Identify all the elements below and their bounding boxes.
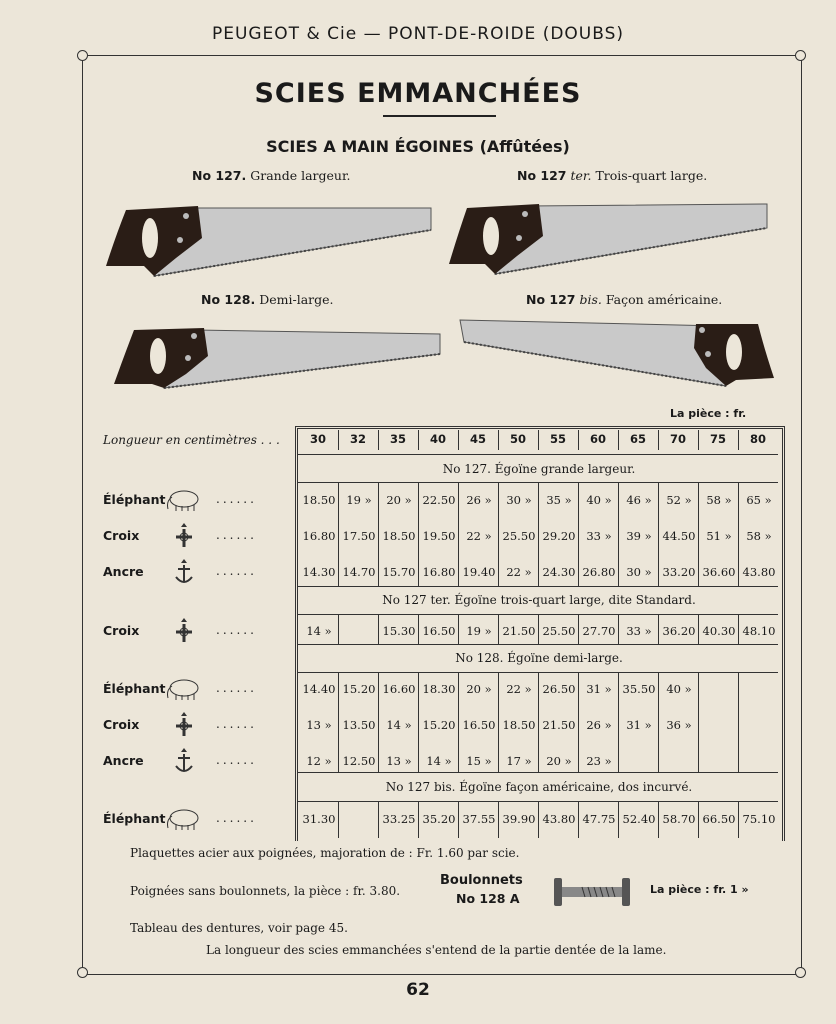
price-cell: 15.20 — [342, 682, 376, 696]
price-cell: 25.50 — [542, 624, 576, 638]
price-cell: 39.90 — [502, 812, 536, 826]
saw-127-ter-image — [449, 200, 769, 278]
price-cell: 35.50 — [622, 682, 656, 696]
price-cell: 58 » — [706, 493, 732, 507]
price-cell: 19 » — [466, 624, 492, 638]
price-cell: 18.50 — [382, 529, 416, 543]
price-cell: 33 » — [626, 624, 652, 638]
length-header: 50 — [509, 432, 526, 446]
length-header: 60 — [589, 432, 606, 446]
poignees-note: Poignées sans boulonnets, la pièce : fr. 3.80. — [130, 884, 401, 898]
price-cell: 30 » — [626, 565, 652, 579]
dentures-note: Tableau des dentures, voir page 45. — [130, 921, 348, 935]
frame-corner — [77, 967, 88, 978]
length-header: 55 — [549, 432, 566, 446]
price-cell: 30 » — [506, 493, 532, 507]
price-cell: 24.30 — [542, 565, 576, 579]
price-cell: 15.20 — [422, 718, 456, 732]
price-cell: 26.50 — [542, 682, 576, 696]
column-separator — [738, 430, 739, 450]
length-header: 65 — [629, 432, 646, 446]
price-cell: 51 » — [706, 529, 732, 543]
length-header: 35 — [389, 432, 406, 446]
frame-corner — [77, 50, 88, 61]
column-separator — [618, 430, 619, 450]
price-cell: 65 » — [746, 493, 772, 507]
length-header: 70 — [669, 432, 686, 446]
boulonnets-price: La pièce : fr. 1 » — [650, 883, 749, 896]
price-unit-note: La pièce : fr. — [670, 407, 747, 420]
price-cell: 17 » — [506, 754, 532, 768]
price-cell: 40 » — [666, 682, 692, 696]
price-cell: 58.70 — [662, 812, 696, 826]
price-cell: 40.30 — [702, 624, 736, 638]
price-cell: 21.50 — [542, 718, 576, 732]
table-rule — [298, 772, 778, 773]
price-cell: 36.20 — [662, 624, 696, 638]
price-cell: 75.10 — [742, 812, 776, 826]
price-cell: 43.80 — [542, 812, 576, 826]
table-rule — [298, 454, 778, 455]
brand-label: Éléphant — [103, 492, 166, 507]
price-cell: 17.50 — [342, 529, 376, 543]
price-cell: 18.50 — [302, 493, 336, 507]
price-cell: 20 » — [466, 682, 492, 696]
leader-dots: ...... — [216, 717, 257, 731]
section-title-128: No 128. Égoïne demi-large. — [455, 651, 623, 665]
saw-label-128: No 128. Demi-large. — [201, 292, 334, 307]
leader-dots: ...... — [216, 753, 257, 767]
column-separator — [418, 430, 419, 450]
price-cell: 14 » — [386, 718, 412, 732]
price-cell: 44.50 — [662, 529, 696, 543]
saw-label-127-ter: No 127 ter. Trois-quart large. — [517, 168, 708, 183]
anchor-mark-icon — [164, 557, 204, 585]
price-cell: 15.70 — [382, 565, 416, 579]
price-cell: 18.30 — [422, 682, 456, 696]
saw-128-image — [114, 324, 442, 392]
brand-label: Croix — [103, 623, 140, 638]
price-cell: 16.50 — [422, 624, 456, 638]
page-number: 62 — [406, 980, 430, 1000]
length-header: 45 — [469, 432, 486, 446]
price-cell: 36 » — [666, 718, 692, 732]
price-cell: 43.80 — [742, 565, 776, 579]
price-cell: 29.20 — [542, 529, 576, 543]
length-label: Longueur en centimètres . . . — [103, 433, 280, 447]
price-cell: 31 » — [626, 718, 652, 732]
price-cell: 16.80 — [302, 529, 336, 543]
price-cell: 58 » — [746, 529, 772, 543]
leader-dots: ...... — [216, 528, 257, 542]
length-header: 75 — [709, 432, 726, 446]
brand-label: Ancre — [103, 564, 144, 579]
saw-label-127: No 127. Grande largeur. — [192, 168, 351, 183]
cross-mark-icon — [164, 616, 204, 644]
price-cell: 40 » — [586, 493, 612, 507]
price-cell: 21.50 — [502, 624, 536, 638]
saw-label-127-bis: No 127 bis. Façon américaine. — [526, 292, 723, 307]
price-cell: 33 » — [586, 529, 612, 543]
table-rule — [298, 644, 778, 645]
boulonnets-title: Boulonnets — [440, 873, 523, 888]
anchor-mark-icon — [164, 746, 204, 774]
price-cell: 31.30 — [302, 812, 336, 826]
leader-dots: ...... — [216, 681, 257, 695]
leader-dots: ...... — [216, 492, 257, 506]
price-cell: 19 » — [346, 493, 372, 507]
price-cell: 12 » — [306, 754, 332, 768]
price-cell: 14.40 — [302, 682, 336, 696]
price-cell: 48.10 — [742, 624, 776, 638]
saw-127-bis-image — [458, 318, 776, 390]
price-cell: 52.40 — [622, 812, 656, 826]
column-separator — [738, 672, 739, 772]
price-cell: 27.70 — [582, 624, 616, 638]
price-cell: 37.55 — [462, 812, 496, 826]
column-separator — [338, 430, 339, 450]
leader-dots: ...... — [216, 564, 257, 578]
column-separator — [658, 430, 659, 450]
column-separator — [578, 430, 579, 450]
price-cell: 14.70 — [342, 565, 376, 579]
column-separator — [498, 430, 499, 450]
price-cell: 22.50 — [422, 493, 456, 507]
brand-label: Croix — [103, 528, 140, 543]
price-cell: 22 » — [506, 682, 532, 696]
column-separator — [698, 430, 699, 450]
price-cell: 19.40 — [462, 565, 496, 579]
bolt-icon — [552, 874, 634, 910]
price-cell: 66.50 — [702, 812, 736, 826]
price-cell: 46 » — [626, 493, 652, 507]
price-cell: 36.60 — [702, 565, 736, 579]
price-cell: 31 » — [586, 682, 612, 696]
price-cell: 35.20 — [422, 812, 456, 826]
column-separator — [458, 430, 459, 450]
saw-127-image — [106, 200, 434, 280]
brand-label: Éléphant — [103, 681, 166, 696]
price-cell: 15 » — [466, 754, 492, 768]
table-rule — [298, 586, 778, 587]
elephant-mark-icon — [164, 674, 204, 702]
column-separator — [378, 430, 379, 450]
price-cell: 16.50 — [462, 718, 496, 732]
price-cell: 12.50 — [342, 754, 376, 768]
price-cell: 22 » — [506, 565, 532, 579]
section-title-127-bis: No 127 bis. Égoïne façon américaine, dos incurvé. — [385, 780, 693, 794]
price-cell: 14 » — [306, 624, 332, 638]
price-cell: 19.50 — [422, 529, 456, 543]
price-cell: 26.80 — [582, 565, 616, 579]
price-cell: 23 » — [586, 754, 612, 768]
price-cell: 22 » — [466, 529, 492, 543]
length-header: 40 — [429, 432, 446, 446]
price-cell: 26 » — [466, 493, 492, 507]
brand-label: Ancre — [103, 753, 144, 768]
section-title-127-ter: No 127 ter. Égoïne trois-quart large, dite Standard. — [382, 593, 696, 607]
price-cell: 14.30 — [302, 565, 336, 579]
plaquettes-note: Plaquettes acier aux poignées, majoration de : Fr. 1.60 par scie. — [130, 846, 520, 860]
length-header: 80 — [749, 432, 766, 446]
price-cell: 33.20 — [662, 565, 696, 579]
elephant-mark-icon — [164, 485, 204, 513]
price-cell: 52 » — [666, 493, 692, 507]
price-cell: 13 » — [306, 718, 332, 732]
price-cell: 14 » — [426, 754, 452, 768]
brand-label: Croix — [103, 717, 140, 732]
leader-dots: ...... — [216, 623, 257, 637]
price-cell: 33.25 — [382, 812, 416, 826]
leader-dots: ...... — [216, 811, 257, 825]
section-subtitle: SCIES A MAIN ÉGOINES (Affûtées) — [266, 137, 570, 156]
price-cell: 18.50 — [502, 718, 536, 732]
price-cell: 15.30 — [382, 624, 416, 638]
frame-corner — [795, 967, 806, 978]
price-cell: 25.50 — [502, 529, 536, 543]
longueur-note: La longueur des scies emmanchées s'entend de la partie dentée de la lame. — [206, 943, 667, 957]
price-cell: 13 » — [386, 754, 412, 768]
brand-label: Éléphant — [103, 811, 166, 826]
column-separator — [538, 430, 539, 450]
length-header: 32 — [349, 432, 366, 446]
price-cell: 13.50 — [342, 718, 376, 732]
frame-corner — [795, 50, 806, 61]
section-title-127: No 127. Égoïne grande largeur. — [442, 462, 636, 476]
cross-mark-icon — [164, 710, 204, 738]
price-cell: 16.60 — [382, 682, 416, 696]
price-cell: 47.75 — [582, 812, 616, 826]
price-cell: 16.80 — [422, 565, 456, 579]
price-cell: 39 » — [626, 529, 652, 543]
price-cell: 35 » — [546, 493, 572, 507]
price-cell: 26 » — [586, 718, 612, 732]
page-header: PEUGEOT & Cie — PONT-DE-ROIDE (DOUBS) — [211, 24, 625, 44]
elephant-mark-icon — [164, 804, 204, 832]
cross-mark-icon — [164, 521, 204, 549]
price-cell: 20 » — [386, 493, 412, 507]
boulonnets-number: No 128 A — [456, 891, 520, 906]
page-title: SCIES EMMANCHÉES — [254, 78, 582, 109]
price-cell: 20 » — [546, 754, 572, 768]
title-underline — [383, 115, 496, 117]
length-header: 30 — [309, 432, 326, 446]
